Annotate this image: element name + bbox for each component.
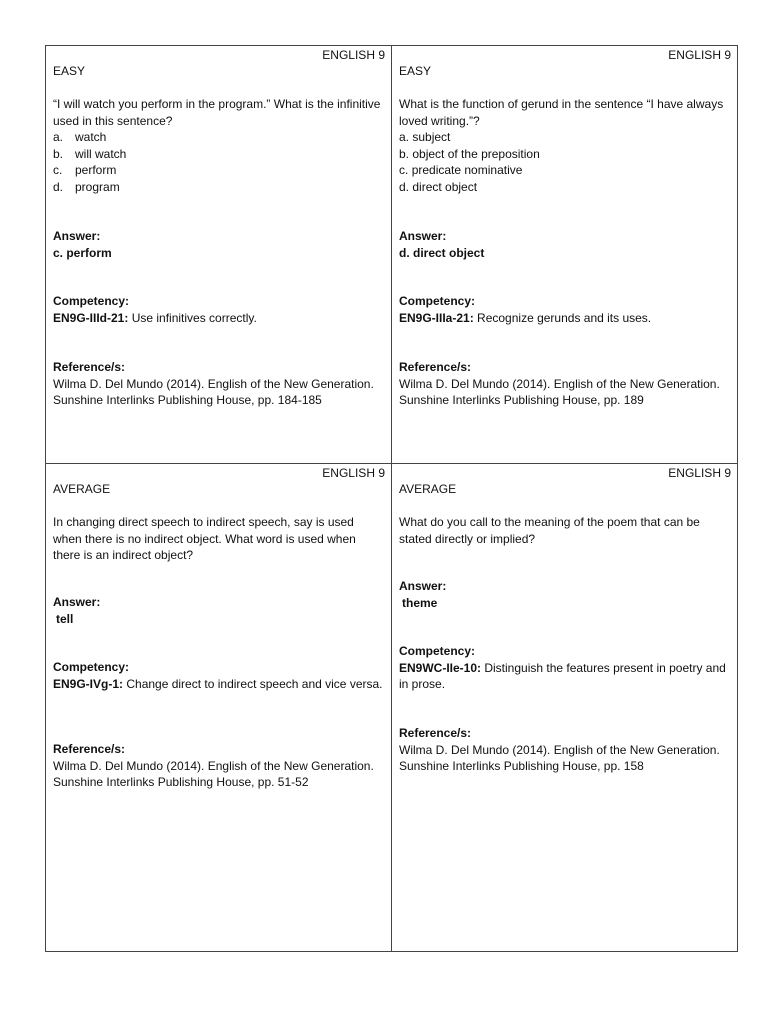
competency-label: Competency:	[53, 660, 130, 674]
competency-line	[399, 660, 731, 693]
reference-label: Reference/s:	[53, 742, 126, 756]
option-item	[399, 129, 731, 146]
option-letter: d.	[53, 179, 64, 194]
option-text: will watch	[75, 146, 127, 161]
card-grid	[45, 45, 738, 952]
reference-text: Wilma D. Del Mundo (2014). English of the New Generation. Sunshine Interlinks Publishing House, pp. 51-52	[53, 758, 374, 789]
competency-code: EN9G-IIId-21:	[53, 310, 129, 325]
competency-section	[399, 643, 731, 693]
option-item	[53, 129, 385, 146]
subject-label: ENGLISH 9	[322, 466, 385, 480]
option-letter: d.	[399, 179, 410, 194]
answer-section	[53, 228, 385, 261]
answer-section	[53, 594, 385, 627]
option-item	[53, 179, 385, 196]
answer-label: Answer:	[53, 595, 101, 609]
option-letter: b.	[399, 146, 410, 161]
competency-label: Competency:	[53, 294, 130, 308]
competency-section	[53, 293, 385, 326]
option-text: predicate nominative	[411, 163, 523, 177]
reference-section	[53, 741, 385, 791]
option-letter: a.	[399, 130, 410, 144]
answer-label: Answer:	[399, 579, 447, 593]
competency-text: Distinguish the features present in poetry and in prose.	[399, 660, 726, 691]
reference-text: Wilma D. Del Mundo (2014). English of the New Generation. Sunshine Interlinks Publishing House, pp. 189	[399, 376, 720, 407]
option-text: program	[75, 179, 120, 194]
option-letter: a.	[53, 130, 64, 144]
answer-value: d. direct object	[399, 245, 485, 260]
answer-label: Answer:	[399, 229, 447, 243]
competency-code: EN9G-IVg-1:	[53, 676, 124, 691]
competency-section	[399, 293, 731, 326]
competency-text: Change direct to indirect speech and vice versa.	[123, 676, 383, 691]
option-text: watch	[75, 130, 107, 144]
difficulty-level: EASY	[399, 64, 432, 78]
option-text: subject	[412, 130, 451, 144]
competency-line	[53, 676, 385, 693]
option-item	[399, 162, 731, 179]
options-list	[399, 129, 731, 195]
reference-label: Reference/s:	[53, 360, 126, 374]
question-text: What do you call to the meaning of the poem that can be stated directly or implied?	[399, 515, 700, 546]
competency-text: Use infinitives correctly.	[128, 310, 257, 325]
competency-text: Recognize gerunds and its uses.	[473, 310, 652, 325]
reference-section	[53, 359, 385, 409]
question-text: In changing direct speech to indirect speech, say is used when there is no indirect object. What word is used when there is an indirect object?	[53, 515, 356, 562]
option-item	[53, 162, 385, 179]
option-letter: b.	[53, 146, 64, 161]
competency-line	[53, 310, 385, 327]
competency-label: Competency:	[399, 294, 476, 308]
answer-section	[399, 228, 731, 261]
option-letter: c.	[399, 163, 409, 177]
reference-label: Reference/s:	[399, 360, 472, 374]
option-item	[399, 146, 731, 163]
reference-section	[399, 359, 731, 409]
subject-label: ENGLISH 9	[322, 48, 385, 62]
subject-label: ENGLISH 9	[668, 48, 731, 62]
difficulty-level: EASY	[53, 64, 86, 78]
answer-value: tell	[56, 611, 74, 626]
difficulty-level: AVERAGE	[53, 482, 111, 496]
answer-value: theme	[402, 595, 438, 610]
subject-label: ENGLISH 9	[668, 466, 731, 480]
question-card-4	[392, 464, 737, 951]
competency-code: EN9WC-IIe-10:	[399, 660, 482, 675]
competency-line	[399, 310, 731, 327]
question-card-3	[46, 464, 391, 951]
answer-label: Answer:	[53, 229, 101, 243]
competency-section	[53, 659, 385, 692]
option-letter: c.	[53, 163, 63, 177]
question-text: “I will watch you perform in the program.” What is the infinitive used in this sentence?	[53, 97, 381, 128]
question-card-1	[46, 46, 391, 463]
options-list	[53, 129, 385, 195]
competency-code: EN9G-IIIa-21:	[399, 310, 474, 325]
answer-section	[399, 578, 731, 611]
question-text: What is the function of gerund in the sentence “I have always loved writing.”?	[399, 97, 724, 128]
competency-label: Competency:	[399, 644, 476, 658]
difficulty-level: AVERAGE	[399, 482, 457, 496]
option-text: direct object	[412, 179, 478, 194]
reference-label: Reference/s:	[399, 726, 472, 740]
option-item	[53, 146, 385, 163]
reference-section	[399, 725, 731, 775]
reference-text: Wilma D. Del Mundo (2014). English of the New Generation. Sunshine Interlinks Publishing House, pp. 158	[399, 742, 720, 773]
answer-value: c. perform	[53, 245, 112, 260]
option-item	[399, 179, 731, 196]
question-card-2	[392, 46, 737, 463]
reference-text: Wilma D. Del Mundo (2014). English of the New Generation. Sunshine Interlinks Publishing House, pp. 184-185	[53, 376, 374, 407]
option-text: object of the preposition	[412, 146, 540, 161]
option-text: perform	[75, 163, 117, 177]
